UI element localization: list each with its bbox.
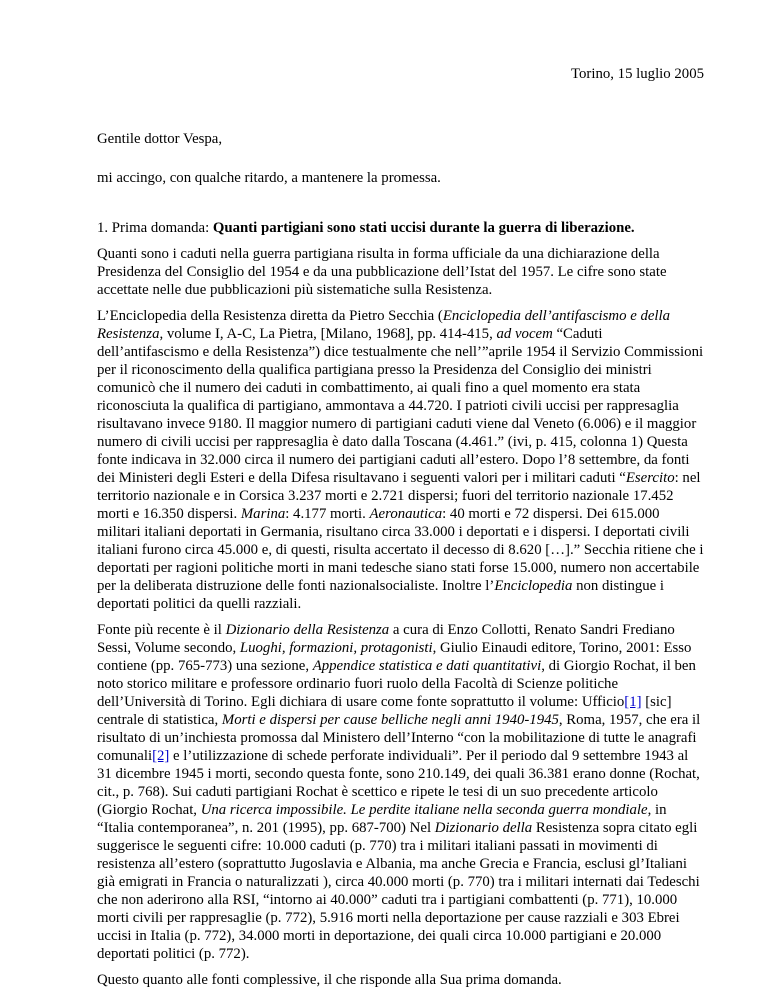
question-heading — [97, 219, 704, 237]
p3-italic-appendice: Appendice statistica e dati quantitativi — [312, 658, 542, 674]
p3-italic-morti-dispersi: Morti e dispersi per cause belliche negli anni 1940-1945 — [221, 712, 559, 728]
p2-text-3: , La Pietra, [Milano, 1968], pp. 414-415, — [251, 326, 497, 342]
p2-volume-range: I, A-C — [214, 326, 252, 342]
p3-text-2: a cura di Enzo Collotti, Renato Sandri Frediano Sessi, Volume secondo, — [97, 622, 675, 656]
p2-text-4: “Caduti dell’antifascismo e della Resistenza”) dice testualmente che nell’”aprile 1954 il Servizio Commissioni per il riconoscimento della qualifica partigiana presso la Presidenza del Consiglio dei ministri comunicò che il numero dei caduti in combattimento, ai quali fino a quel momento era stata riconosciuta la qualifica di partigiano, ammontava a 44.720. I patrioti civili uccisi per rappresaglia risultavano invece 9180. Il maggior numero di partigiani caduti viene dal Veneto (6.006) e il maggior numero di civili uccisi per rappresaglia è dato dalla Toscana (4.461.” (ivi, p. 415, colonna 1) Questa fonte indicava in 32.000 circa il numero dei partigiani caduti all’estero. Dopo l’8 settembre, da fonti dei Ministeri degli Esteri e della Difesa risultavano i seguenti valori per i militari caduti “ — [97, 326, 704, 486]
p3-text-1: Fonte più recente è il — [97, 622, 226, 638]
question-prefix: 1. Prima domanda: — [97, 220, 213, 236]
paragraph-dizionario — [97, 621, 704, 963]
p2-italic-ad-vocem: ad vocem — [496, 326, 553, 342]
paragraph-closing: Questo quanto alle fonti complessive, il che risponde alla Sua prima domanda. — [97, 972, 562, 988]
p2-text-8: non distingue i deportati politici da quelli razziali. — [97, 578, 665, 612]
paragraph-enciclopedia — [97, 307, 704, 613]
p3-text-5: [sic] centrale di statistica, — [97, 694, 672, 728]
p2-italic-aeronautica: Aeronautica — [369, 506, 443, 522]
p3-italic-dizionario: Dizionario della Resistenza — [225, 622, 390, 638]
p2-italic-enciclopedia: Enciclopedia — [494, 578, 573, 594]
p2-italic-title: Enciclopedia dell’antifascismo e della Resistenza — [97, 308, 671, 342]
p2-italic-marina: Marina — [240, 506, 286, 522]
p2-text-7: : 40 morti e 72 dispersi. Dei 615.000 militari italiani deportati in Germania, risultano circa 33.000 i deportati e i dispersi. I deportati civili italiani furono circa 45.000 e, di questi, risulta accertato il decesso di 8.620 […].” Secchia ritiene che i deportati per ragioni politiche morti in mani tedesche siano stati forse 15.000, numero non accertabile per la deliberata distruzione delle fonti nazionalsocialiste. Inoltre l’ — [97, 506, 704, 594]
question-title: Quanti partigiani sono stati uccisi durante la guerra di liberazione. — [212, 220, 635, 236]
p3-text-6: , Roma, 1957, che era il risultato di un’inchiesta promossa dal Ministero dell’Interno “con la mobilitazione di tutte le anagrafi comunali — [97, 712, 701, 764]
p2-text-5: : nel territorio nazionale e in Corsica 3.237 morti e 2.721 dispersi; fuori del territorio nazionale 17.452 morti e 16.350 dispersi. — [97, 470, 701, 522]
p2-text-1: L’Enciclopedia della Resistenza diretta da Pietro Secchia ( — [97, 308, 443, 324]
p3-italic-ricerca: Una ricerca impossibile. Le perdite italiane nella seconda guerra mondiale — [200, 802, 648, 818]
footnote-link-2[interactable]: [2] — [152, 748, 170, 764]
p3-text-3: , Giulio Einaudi editore, Torino, 2001: Esso contiene (pp. 765-773) una sezione, — [97, 640, 692, 674]
p3-text-4: , di Giorgio Rochat, il ben noto storico militare e professore ordinario fuori ruolo della Facoltà di Scienze politiche dell’Università di Torino. Egli dichiara di usare come fonte soprattutto il volume: Ufficio — [97, 658, 696, 710]
p2-text-2: , volume — [159, 326, 215, 342]
letter-date: Torino, 15 luglio 2005 — [571, 66, 704, 82]
p3-text-7: e l’utilizzazione di schede perforate individuali”. Per il periodo dal 9 settembre 1943 al 31 dicembre 1945 i morti, secondo questa fonte, sono 210.149, dei quali 36.381 erano donne (Rochat, cit., p. 768). Sui caduti partigiani Rochat è scettico e ripete le tesi di un suo precedente articolo (Giorgio Rochat, — [97, 748, 700, 818]
p2-text-6: : 4.177 morti. — [285, 506, 370, 522]
p3-text-8: , in “Italia contemporanea”, n. 201 (1995), pp. 687-700) Nel — [97, 802, 667, 836]
p3-text-9: Resistenza sopra citato egli suggerisce le seguenti cifre: 10.000 caduti (p. 770) tra i militari italiani passati in movimenti di resistenza all’estero (soprattutto Jugoslavia e Albania, ma anche Grecia e Francia, esclusi gl’Italiani già emigrati in Francia o naturalizzati ), circa 40.000 morti (p. 770) tra i militari internati dai Tedeschi che non aderirono alla RSI, “intorno ai 40.000” caduti tra i partigiani combattenti (p. 771), 10.000 morti civili per rappresaglie (p. 772), 5.916 morti nella deportazione per cause razziali e 303 Ebrei uccisi in Italia (p. 772), 34.000 morti in deportazione, dei quali circa 10.000 partigiani e 20.000 deportati politici (p. 772). — [97, 820, 700, 962]
footnote-link-1[interactable]: [1] — [624, 694, 642, 710]
p3-italic-dizionario-della: Dizionario della — [434, 820, 533, 836]
p2-italic-esercito: Esercito — [625, 470, 675, 486]
p3-italic-luoghi: Luoghi, formazioni, protagonisti — [239, 640, 433, 656]
intro-line: mi accingo, con qualche ritardo, a mantenere la promessa. — [97, 170, 441, 186]
paragraph-sources-intro: Quanti sono i caduti nella guerra partigiana risulta in forma ufficiale da una dichiarazione della Presidenza del Consiglio del 1954 e da una pubblicazione dell’Istat del 1957. Le cifre sono state accettate nelle due pubblicazioni più sistematiche sulla Resistenza. — [97, 246, 667, 298]
salutation: Gentile dottor Vespa, — [97, 131, 223, 147]
